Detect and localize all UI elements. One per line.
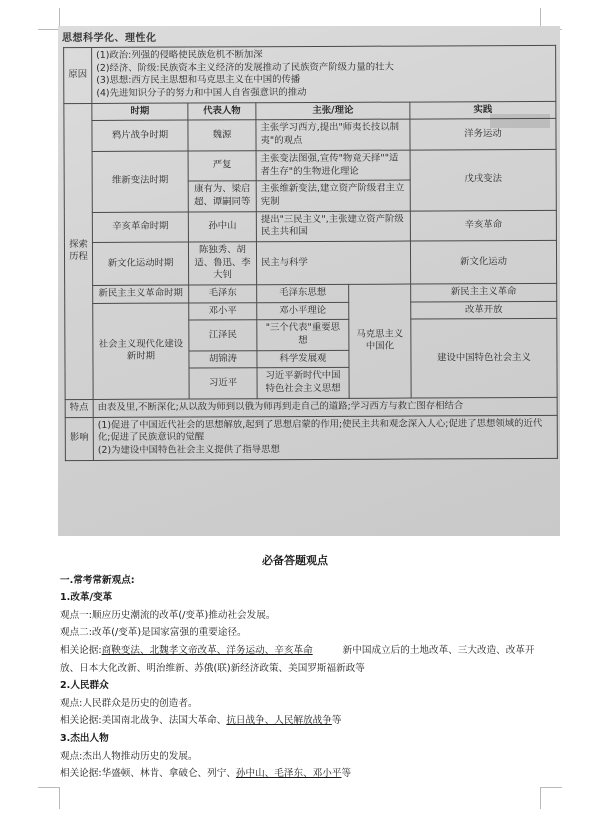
rep-cell: 魏源 xyxy=(188,120,256,151)
point-view: 观点:人民群众是历史的创造者。 xyxy=(60,697,198,709)
header-practice: 实践 xyxy=(410,101,556,119)
reason-item: (4)先进知识分子的努力和中国人自省强意识的推动 xyxy=(96,87,307,99)
table-row xyxy=(65,283,557,303)
section-heading: 必备答题观点 xyxy=(262,554,328,567)
impact-label: 影响 xyxy=(65,417,93,460)
reason-item: (3)思想:西方民主思想和马克思主义在中国的传播 xyxy=(96,74,301,87)
idea-cell: 主张学习西方,提出"师夷长技以制夷"的观点 xyxy=(256,120,410,151)
feature-text: 由表及里,不断深化;从以敌为师到以俄为师再到走自己的道路;学习西方与救亡图存相结合 xyxy=(93,397,557,417)
point-evidence xyxy=(60,642,550,677)
table-row-feature xyxy=(65,397,557,417)
period-cell: 鸦片战争时期 xyxy=(92,120,188,151)
marx-sinicization-cell: 马克思主义中国化 xyxy=(349,284,411,398)
feature-label: 特点 xyxy=(65,399,93,417)
table-header-row xyxy=(64,101,556,121)
practice-cell: 建设中国特色社会主义 xyxy=(411,319,557,398)
reason-item: (2)经济、阶级:民族资本主义经济的发展推动了民族资产阶级力量的壮大 xyxy=(96,61,394,74)
point-view: 观点二:改革(/变革)是国家富强的重要途径。 xyxy=(60,627,247,639)
period-cell: 辛亥革命时期 xyxy=(92,212,188,243)
evidence-rest: 等 xyxy=(331,715,342,727)
evidence-plain: 美国南北战争、法国大革命、 xyxy=(101,715,227,727)
rep-cell: 陈独秀、胡适、鲁迅、李大钊 xyxy=(188,242,256,285)
evidence-rest: 等 xyxy=(341,768,352,780)
practice-cell: 新文化运动 xyxy=(410,240,556,284)
rep-cell: 习近平 xyxy=(189,368,257,399)
answer-points-section xyxy=(60,552,550,783)
summary-table xyxy=(63,45,558,461)
point-title: 2.人民群众 xyxy=(60,680,109,692)
evidence-label: 相关论据: xyxy=(60,768,102,780)
rep-cell: 康有为、梁启超、谭嗣同等 xyxy=(188,181,256,212)
table-row xyxy=(65,301,557,321)
point-title: 3.杰出人物 xyxy=(60,732,109,744)
evidence-underlined: 商鞅变法、北魏孝文帝改革、洋务运动、辛亥革命 xyxy=(101,644,313,656)
idea-cell: "三个代表"重要思想 xyxy=(257,320,349,351)
reason-item: (1)政治:列强的侵略使民族危机不断加深 xyxy=(96,49,263,61)
rep-cell: 邓小平 xyxy=(189,302,257,320)
table-row xyxy=(64,240,556,285)
impact-item: (1)促进了中国近代社会的思想解放,起到了思想启蒙的作用;使民主共和观念深入人心;促进了思想领域的近代化;促进了民族意识的觉醒 xyxy=(97,417,543,444)
practice-cell: 辛亥革命 xyxy=(410,210,556,241)
point-title: 1.改革/变革 xyxy=(60,592,113,604)
table-row xyxy=(64,149,556,182)
period-cell: 新民主主义革命时期 xyxy=(93,285,189,303)
reason-list xyxy=(92,45,556,103)
rep-cell: 胡锦涛 xyxy=(189,350,257,368)
table-row-impact xyxy=(65,415,557,460)
header-rep: 代表人物 xyxy=(188,102,256,120)
period-cell: 社会主义现代化建设新时期 xyxy=(93,303,189,400)
table-row xyxy=(64,119,556,152)
point-evidence xyxy=(60,765,550,783)
point-block-reform xyxy=(60,589,550,677)
idea-cell: 习近平新时代中国特色社会主义思想 xyxy=(257,368,349,399)
idea-cell: 提出"三民主义",主张建立资产阶级民主共和国 xyxy=(256,211,410,242)
header-period: 时期 xyxy=(92,103,188,121)
point-block-figures xyxy=(60,730,550,783)
idea-cell: 毛泽东思想 xyxy=(257,284,349,302)
rep-cell: 江泽民 xyxy=(189,320,257,351)
crop-mark-bottom-left xyxy=(38,787,60,809)
evidence-label: 相关论据: xyxy=(60,715,102,727)
period-cell: 维新变法时期 xyxy=(92,151,188,212)
crop-mark-bottom-right xyxy=(540,787,562,809)
practice-cell: 洋务运动 xyxy=(410,119,556,150)
point-view: 观点:杰出人物推动历史的发展。 xyxy=(60,750,198,762)
textbook-photo xyxy=(58,26,560,536)
point-block-people xyxy=(60,677,550,730)
practice-cell: 改革开放 xyxy=(411,301,557,319)
evidence-rest: 新中国成立后的土地改革、三大改造、改革开放、日本大化改新、明治维新、苏俄(联)新经济政策、美国罗斯福新政等 xyxy=(60,644,535,674)
table-row-reasons xyxy=(64,45,556,103)
crop-mark-top-left xyxy=(38,8,60,30)
evidence-underlined: 孙中山、毛泽东、邓小平 xyxy=(235,768,342,780)
header-idea: 主张/理论 xyxy=(256,102,410,120)
idea-cell: 主张变法图强,宣传"物竞天择""适者生存"的生物进化理论 xyxy=(256,150,410,181)
idea-cell: 民主与科学 xyxy=(256,241,410,285)
rep-cell: 毛泽东 xyxy=(189,285,257,303)
explore-label: 探索历程 xyxy=(64,103,93,399)
reason-label: 原因 xyxy=(64,47,92,103)
table-row xyxy=(64,210,556,243)
rep-cell: 孙中山 xyxy=(188,211,256,242)
evidence-plain: 华盛顿、林肯、拿破仑、列宁、 xyxy=(101,768,236,780)
impact-list xyxy=(93,415,557,460)
chapter-title: 思想科学化、理性化 xyxy=(62,33,157,44)
period-cell: 新文化运动时期 xyxy=(92,242,188,285)
point-evidence xyxy=(60,712,550,730)
rep-cell: 严复 xyxy=(188,151,256,182)
impact-item: (2)为建设中国特色社会主义提供了指导思想 xyxy=(97,444,280,456)
idea-cell: 科学发展观 xyxy=(257,350,349,368)
point-view: 观点一:顺应历史潮流的改革(/变革)推动社会发展。 xyxy=(60,609,276,621)
evidence-label: 相关论据: xyxy=(60,644,102,656)
practice-cell: 戊戌变法 xyxy=(410,149,556,210)
evidence-underlined: 抗日战争、人民解放战争 xyxy=(226,715,332,727)
section-subheading: 一.常考常新观点: xyxy=(60,574,135,586)
idea-cell: 主张维新变法,建立资产阶级君主立宪制 xyxy=(256,180,410,211)
idea-cell: 邓小平理论 xyxy=(257,302,349,320)
practice-cell: 新民主主义革命 xyxy=(411,283,557,301)
